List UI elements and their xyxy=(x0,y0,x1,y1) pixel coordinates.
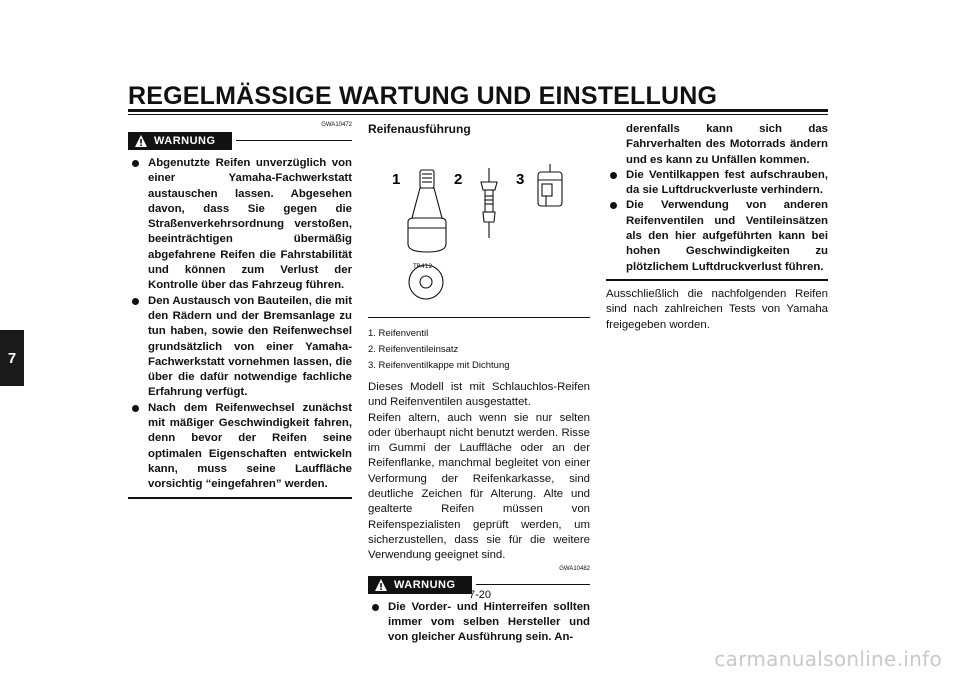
warning-label: WARNUNG xyxy=(394,578,456,591)
list-item: derenfalls kann sich das Fahrverhalten des Motorrads ändern und es kann zu Unfällen kommen. xyxy=(626,123,828,166)
bullet-icon xyxy=(372,604,379,611)
figure-captions xyxy=(368,326,590,374)
paragraph-aging: Reifen altern, auch wenn sie nur selten oder überhaupt nicht benutzt werden. Risse im Gummi der Lauffläche oder an der Reifenflanke, manchmal begleitet von einer Verformung der Reifenkarkasse, sind deutliche Zeichen für Alterung. Alte und gealterte Reifen müssen von Reifenspezialisten geprüft werden, um sicherzustellen, dass sie für die weitere Verwendung geeignet sind. xyxy=(368,411,590,562)
bullet-icon xyxy=(132,405,139,412)
warning-end-rule xyxy=(128,497,352,499)
warning-rule xyxy=(236,140,352,141)
header-rule-thin xyxy=(128,114,828,115)
chapter-tab: 7 xyxy=(0,330,24,386)
list-item: Die Verwendung von anderen Reifenventilen und Ventileinsätzen als den hier aufgeführten kann bei hohen Geschwindigkeiten zu plötzlichem Luftdruckverlust führen. xyxy=(606,198,828,274)
warning-badge xyxy=(128,132,232,150)
watermark: carmanualsonline.info xyxy=(714,647,942,671)
bullet-icon xyxy=(132,298,139,305)
caption-2: 2. Reifenventileinsatz xyxy=(368,344,459,355)
figure-number-2: 2 xyxy=(454,171,463,188)
warning-list-2-cont xyxy=(606,122,828,275)
valve-illustration xyxy=(368,142,590,317)
figure-number-1: 1 xyxy=(392,171,401,188)
header-rule xyxy=(128,109,828,112)
bullet-icon xyxy=(132,160,139,167)
valve-cap-icon xyxy=(538,164,562,206)
figure-number-3: 3 xyxy=(516,171,525,188)
warning-list-2 xyxy=(368,600,590,646)
list-item: Den Austausch von Bauteilen, die mit den Rädern und der Bremsanlage zu tun haben, sowie den Reifenwechsel grundsätzlich von einer Yamaha-Fachwerkstatt vornehmen lassen, die über die dafür notwendige fachliche Erfahrung verfügt. xyxy=(128,294,352,401)
tire-valve-icon xyxy=(408,170,446,299)
column-middle xyxy=(368,122,590,645)
page-number: 7-20 xyxy=(468,589,492,601)
bullet-icon xyxy=(610,202,617,209)
list-item: Die Ventilkappen fest aufschrauben, da sie Luftdruckverluste verhindern. xyxy=(606,168,828,199)
list-item: Die Vorder- und Hinterreifen sollten immer vom selben Hersteller und von gleicher Ausführung sein. An- xyxy=(368,600,590,646)
paragraph-tubeless: Dieses Modell ist mit Schlauchlos-Reifen und Reifenventilen ausgestattet. xyxy=(368,381,590,409)
valve-figure xyxy=(368,142,590,318)
valve-ring-label: TR412 xyxy=(413,263,433,270)
paragraph-approved-tires: Ausschließlich die nachfolgenden Reifen sind nach zahlreichen Tests von Yamaha freigegeben worden. xyxy=(606,287,828,331)
column-left xyxy=(128,122,352,499)
warning-rule xyxy=(476,584,590,585)
column-right xyxy=(606,122,828,333)
section-title: Reifenausführung xyxy=(368,122,471,136)
warning-header xyxy=(128,122,352,152)
page-title: REGELMÄSSIGE WARTUNG UND EINSTELLUNG xyxy=(128,82,718,110)
list-item: Nach dem Reifenwechsel zunächst mit mäßiger Geschwindigkeit fahren, denn bevor der Reifen seine optimalen Eigenschaften entwickeln kann, muss seine Lauffläche vorsichtig “eingefahren” werden. xyxy=(128,401,352,493)
list-item: Abgenutzte Reifen unverzüglich von einer Yamaha-Fachwerkstatt austauschen lassen. Abgesehen davon, dass Sie gegen die Straßenverkehrsordnung verstoßen, beeinträchtigen übermäßig abgefahrene Reifen die Fahrstabilität und können zum Verlust der Kontrolle über das Fahrzeug führen. xyxy=(128,156,352,294)
warning-end-rule xyxy=(606,279,828,281)
valve-core-icon xyxy=(481,168,497,238)
warning-triangle-icon xyxy=(134,134,148,148)
caption-3: 3. Reifenventilkappe mit Dichtung xyxy=(368,360,510,371)
bullet-icon xyxy=(610,172,617,179)
warning-code: GWA10472 xyxy=(321,122,352,128)
warning-code: GWA10482 xyxy=(559,565,590,572)
warning-label: WARNUNG xyxy=(154,135,216,147)
warning-list xyxy=(128,156,352,493)
caption-1: 1. Reifenventil xyxy=(368,328,429,339)
